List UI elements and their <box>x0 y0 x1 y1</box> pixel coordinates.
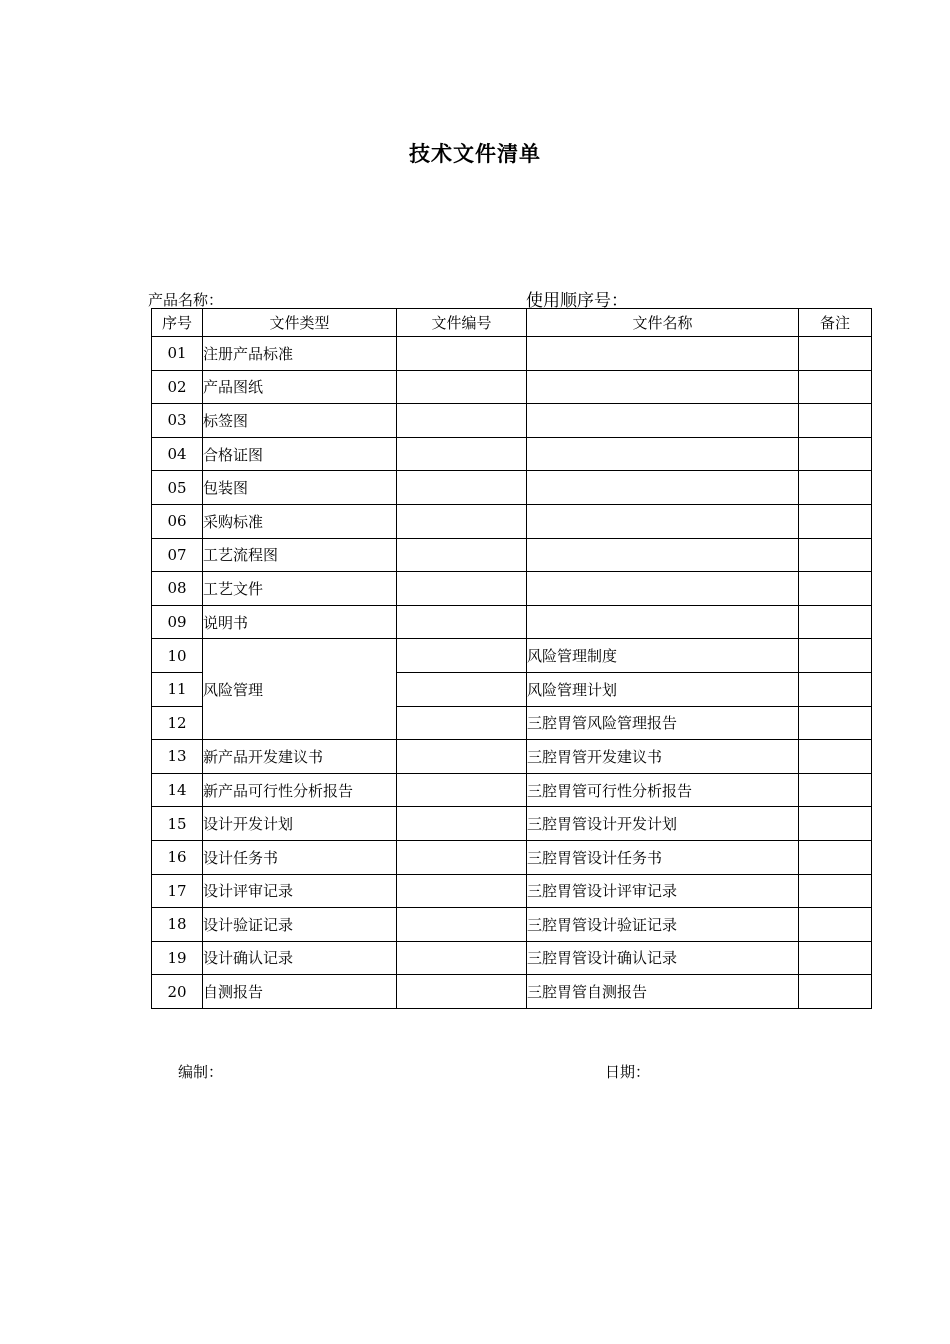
table-row <box>152 404 872 438</box>
table-row <box>152 471 872 505</box>
row-file-name <box>527 437 799 471</box>
row-number: 06 <box>152 504 203 538</box>
row-file-type: 新产品开发建议书 <box>203 740 397 774</box>
table-row <box>152 370 872 404</box>
table-row <box>152 437 872 471</box>
row-number: 11 <box>152 672 203 706</box>
row-remark <box>799 740 872 774</box>
row-number: 04 <box>152 437 203 471</box>
row-file-type: 设计开发计划 <box>203 807 397 841</box>
table-row <box>152 975 872 1009</box>
row-file-type: 设计确认记录 <box>203 941 397 975</box>
row-file-name <box>527 572 799 606</box>
row-file-type: 说明书 <box>203 605 397 639</box>
row-file-name: 三腔胃管设计任务书 <box>527 840 799 874</box>
table-row <box>152 538 872 572</box>
row-remark <box>799 404 872 438</box>
row-file-name: 三腔胃管设计确认记录 <box>527 941 799 975</box>
row-number: 05 <box>152 471 203 505</box>
row-file-code <box>397 941 527 975</box>
row-file-type: 包装图 <box>203 471 397 505</box>
row-remark <box>799 874 872 908</box>
document-list-table <box>151 308 872 1009</box>
row-file-code <box>397 807 527 841</box>
table-row <box>152 773 872 807</box>
table-row <box>152 740 872 774</box>
row-number: 08 <box>152 572 203 606</box>
row-file-code <box>397 437 527 471</box>
row-file-code <box>397 605 527 639</box>
row-file-type: 产品图纸 <box>203 370 397 404</box>
table-row <box>152 874 872 908</box>
row-remark <box>799 908 872 942</box>
header-type: 文件类型 <box>203 309 397 337</box>
row-file-name <box>527 404 799 438</box>
row-remark <box>799 639 872 673</box>
row-file-name: 三腔胃管设计评审记录 <box>527 874 799 908</box>
header-name: 文件名称 <box>527 309 799 337</box>
row-file-code <box>397 975 527 1009</box>
row-remark <box>799 437 872 471</box>
row-number: 13 <box>152 740 203 774</box>
row-remark <box>799 840 872 874</box>
row-remark <box>799 672 872 706</box>
row-remark <box>799 975 872 1009</box>
row-number: 18 <box>152 908 203 942</box>
row-file-code <box>397 840 527 874</box>
row-file-type: 工艺流程图 <box>203 538 397 572</box>
row-file-code <box>397 874 527 908</box>
row-file-type: 工艺文件 <box>203 572 397 606</box>
table-row <box>152 337 872 371</box>
row-file-type: 注册产品标准 <box>203 337 397 371</box>
row-remark <box>799 773 872 807</box>
date-label: 日期： <box>605 1063 651 1081</box>
row-remark <box>799 941 872 975</box>
row-file-code <box>397 706 527 740</box>
product-name-label: 产品名称： <box>148 291 224 309</box>
row-remark <box>799 605 872 639</box>
row-number: 15 <box>152 807 203 841</box>
row-remark <box>799 538 872 572</box>
row-number: 19 <box>152 941 203 975</box>
row-number: 09 <box>152 605 203 639</box>
document-title: 技术文件清单 <box>409 141 541 166</box>
row-file-code <box>397 740 527 774</box>
row-number: 14 <box>152 773 203 807</box>
row-file-code <box>397 504 527 538</box>
row-number: 17 <box>152 874 203 908</box>
row-file-code <box>397 672 527 706</box>
row-file-name <box>527 370 799 404</box>
row-file-code <box>397 370 527 404</box>
row-file-name <box>527 471 799 505</box>
table-row <box>152 572 872 606</box>
table-header-row <box>152 309 872 337</box>
row-file-code <box>397 404 527 438</box>
row-remark <box>799 807 872 841</box>
meta-line <box>148 286 870 311</box>
row-number: 12 <box>152 706 203 740</box>
row-file-name <box>527 538 799 572</box>
row-remark <box>799 706 872 740</box>
header-remark: 备注 <box>799 309 872 337</box>
row-number: 20 <box>152 975 203 1009</box>
row-file-type: 自测报告 <box>203 975 397 1009</box>
table-row <box>152 605 872 639</box>
header-code: 文件编号 <box>397 309 527 337</box>
table-body <box>152 337 872 1009</box>
row-file-name: 风险管理制度 <box>527 639 799 673</box>
row-number: 03 <box>152 404 203 438</box>
table-row <box>152 639 872 673</box>
row-remark <box>799 504 872 538</box>
row-file-type: 设计验证记录 <box>203 908 397 942</box>
row-file-code <box>397 538 527 572</box>
row-file-type: 设计评审记录 <box>203 874 397 908</box>
row-remark <box>799 572 872 606</box>
row-file-name <box>527 605 799 639</box>
row-file-name: 三腔胃管开发建议书 <box>527 740 799 774</box>
row-number: 01 <box>152 337 203 371</box>
row-file-name <box>527 504 799 538</box>
row-file-type: 标签图 <box>203 404 397 438</box>
row-file-code <box>397 639 527 673</box>
row-file-type: 采购标准 <box>203 504 397 538</box>
table-row <box>152 504 872 538</box>
row-remark <box>799 337 872 371</box>
row-file-type: 合格证图 <box>203 437 397 471</box>
row-file-name: 三腔胃管可行性分析报告 <box>527 773 799 807</box>
row-file-name: 三腔胃管设计验证记录 <box>527 908 799 942</box>
row-file-name <box>527 337 799 371</box>
row-file-name: 风险管理计划 <box>527 672 799 706</box>
row-file-type: 设计任务书 <box>203 840 397 874</box>
row-remark <box>799 471 872 505</box>
row-file-code <box>397 337 527 371</box>
header-no: 序号 <box>152 309 203 337</box>
row-file-name: 三腔胃管设计开发计划 <box>527 807 799 841</box>
table-row <box>152 807 872 841</box>
row-file-type: 新产品可行性分析报告 <box>203 773 397 807</box>
order-number-label: 使用顺序号： <box>526 291 628 311</box>
row-file-type: 风险管理 <box>203 639 397 740</box>
row-file-code <box>397 908 527 942</box>
row-file-code <box>397 471 527 505</box>
row-file-code <box>397 773 527 807</box>
row-number: 16 <box>152 840 203 874</box>
row-number: 02 <box>152 370 203 404</box>
compiled-by-label: 编制： <box>178 1063 224 1081</box>
table-row <box>152 941 872 975</box>
row-number: 07 <box>152 538 203 572</box>
table-row <box>152 840 872 874</box>
row-file-name: 三腔胃管风险管理报告 <box>527 706 799 740</box>
row-file-code <box>397 572 527 606</box>
row-file-name: 三腔胃管自测报告 <box>527 975 799 1009</box>
row-remark <box>799 370 872 404</box>
row-number: 10 <box>152 639 203 673</box>
table-row <box>152 908 872 942</box>
